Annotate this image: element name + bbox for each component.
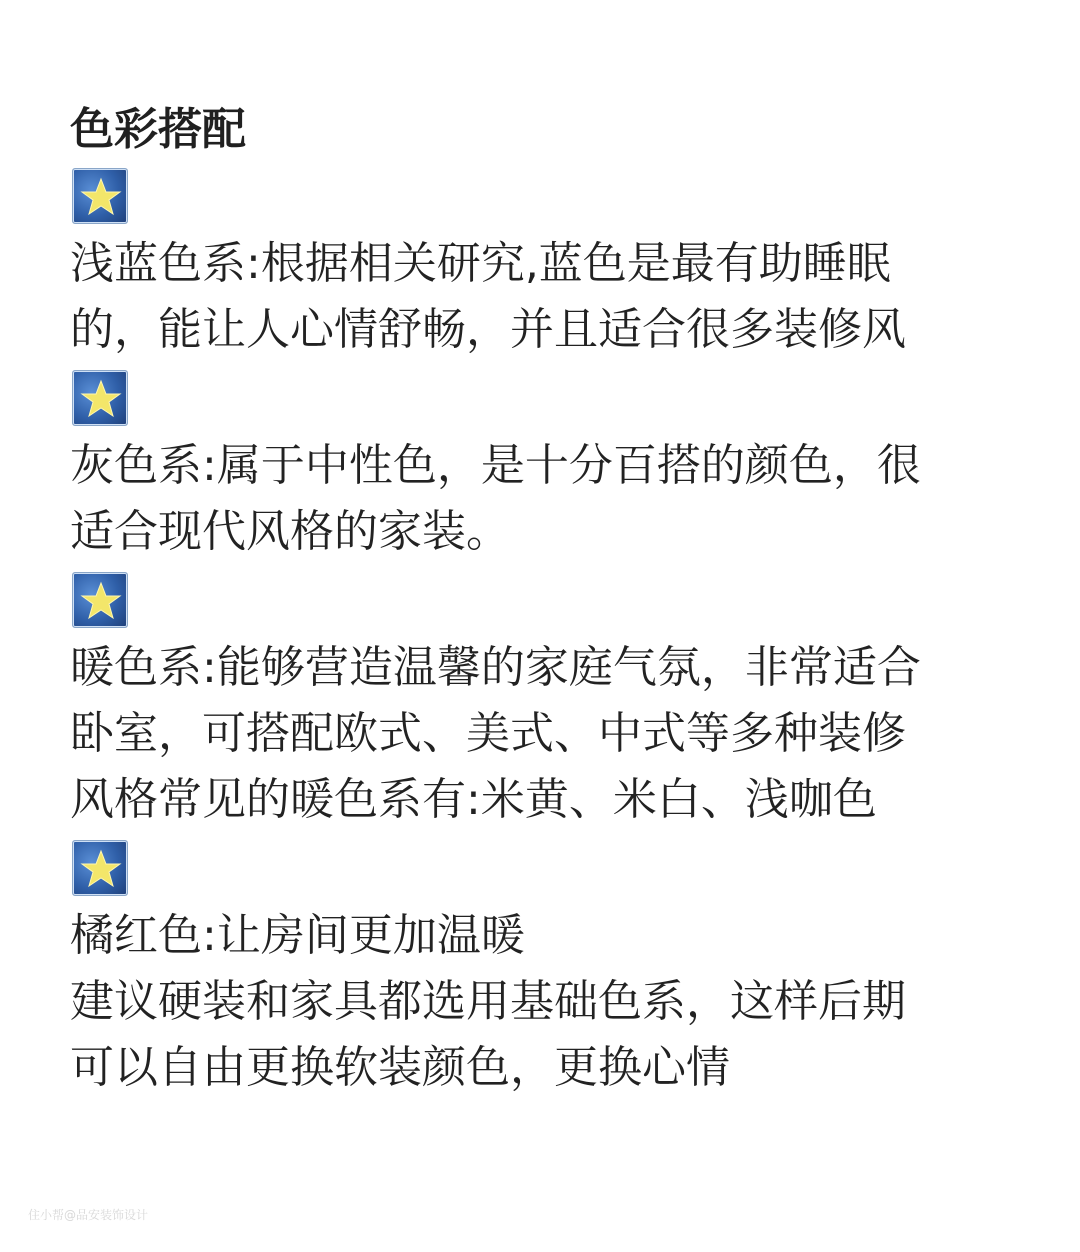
star-icon [72,572,128,628]
section-3-line-3: 风格常见的暖色系有:米黄、米白、浅咖色 [70,774,877,825]
star-icon [72,370,128,426]
section-3-line-2: 卧室，可搭配欧式、美式、中式等多种装修 [70,708,906,759]
section-2-line-1: 灰色系:属于中性色，是十分百搭的颜色，很 [70,440,921,491]
watermark: 住小帮@品安装饰设计 [28,1208,149,1222]
section-4-line-2: 建议硬装和家具都选用基础色系，这样后期 [70,976,906,1027]
star-icon [72,168,128,224]
section-4-line-1: 橘红色:让房间更加温暖 [70,910,525,961]
page-title: 色彩搭配 [70,104,246,155]
section-3-line-1: 暖色系:能够营造温馨的家庭气氛，非常适合 [70,642,921,693]
section-4-line-3: 可以自由更换软装颜色，更换心情 [70,1042,730,1093]
section-1-line-2: 的，能让人心情舒畅，并且适合很多装修风 [70,304,906,355]
section-1-line-1: 浅蓝色系:根据相关研究,蓝色是最有助睡眠 [70,238,891,289]
section-2-line-2: 适合现代风格的家装。 [70,506,510,557]
star-icon [72,840,128,896]
